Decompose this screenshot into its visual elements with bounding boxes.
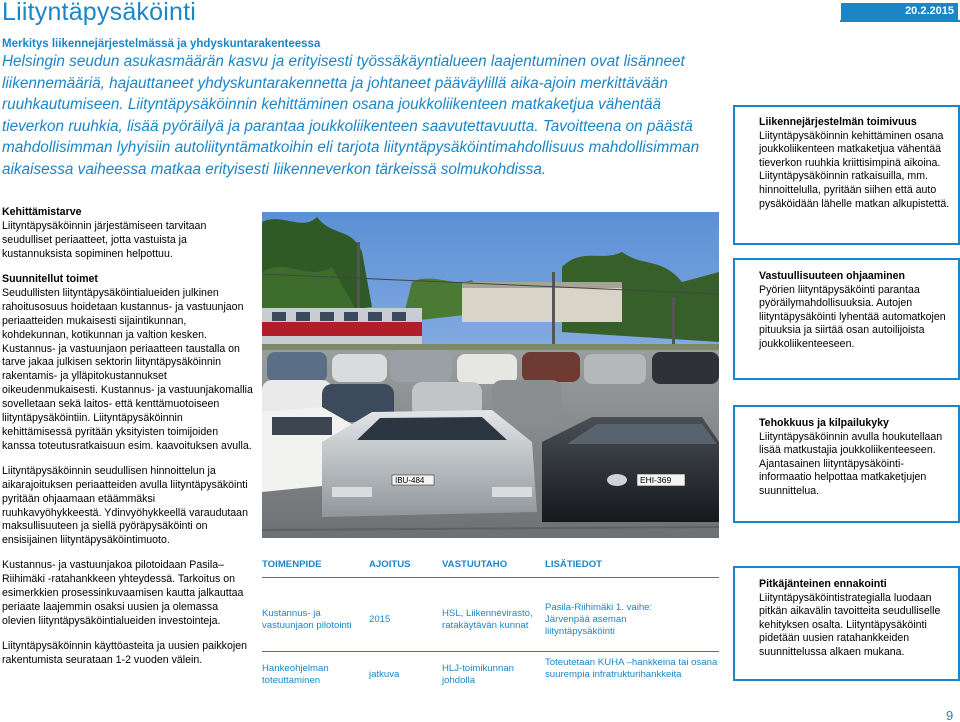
date-badge: 20.2.2015 — [841, 3, 958, 20]
benefit-content — [759, 417, 954, 499]
table-cell: HSL, Liikennevirasto, ratakäytävän kunnat — [442, 608, 533, 631]
development-text: Liityntäpysäköinnin järjestämiseen tarvitaan seudulliset periaatteet, jotta vastuista ja kustannuksista sopiminen helpottuu. — [2, 219, 207, 260]
table-divider — [262, 651, 719, 652]
box-border-left — [733, 260, 735, 378]
plate-left: IBU-484 — [395, 476, 425, 485]
table-header-cell: VASTUUTAHO — [442, 559, 508, 570]
recommended-paragraph: Seudullisten liityntäpysäköintialueiden julkinen rahoitusosuus hoidetaan kustannus- ja vastuunjaon periaatteiden mukaisesti sijaintikunnan, kohdekunnan, kotikunnan ja valtion kesken. Kustannus- ja vastuunjaon periaatteen taustalla on tarve jakaa julkisen sektorin liityntäpysäköinnin rakentamis- ja ylläpitokustannukset oikeudenmukaisesti. Kustannus- ja vastuunjakomallia sovelletaan sekä laitos- että kenttämuotoiseen liityntäpysäköintiin. Liityntäpysäköinnin kehittämisessä pyritään yksityisten toimijoiden kanssa toteutusratkaisuun esim. kaavoituksen avulla. — [2, 286, 253, 452]
table-cell: jatkuva — [369, 669, 400, 680]
table-header-cell: AJOITUS — [369, 559, 411, 570]
table-cell: Hankeohjelman toteuttaminen — [262, 663, 329, 686]
benefit-box-sustainability — [733, 258, 960, 380]
table-divider — [262, 577, 719, 578]
table-cell: 2015 — [369, 614, 391, 625]
table-cell: Pasila-Riihimäki 1. vaihe: Järvenpää aseman liityntäpysäköinti — [545, 602, 653, 637]
benefit-text: Liityntäpysäköintistrategialla luodaan pitkän aikavälin tavoitteita seudulliselle kehityksen osalta. Liityntäpysäköinti pidetään uusien ratahankkeiden suunnittelussa alkaen mukana. — [759, 591, 941, 658]
table-header-cell: LISÄTIEDOT — [545, 559, 603, 570]
section-subtitle: Merkitys liikennejärjestelmässä ja yhdyskuntarakenteessa — [2, 38, 321, 50]
date-underline — [840, 20, 960, 22]
benefit-heading: Liikennejärjestelmän toimivuus — [759, 116, 917, 128]
table-cell: Kustannus- ja vastuunjaon pilotointi — [262, 608, 352, 631]
page-title: Liityntäpysäköinti — [2, 0, 196, 26]
benefit-content — [759, 270, 954, 352]
benefit-heading: Vastuullisuuteen ohjaaminen — [759, 270, 905, 282]
lead-paragraph: Helsingin seudun asukasmäärän kasvu ja erityisesti työssäkäyntialueen laajentuminen ovat lisänneet liikennemääriä, hajauttaneet yhdyskuntarakennetta ja johtaneet pääväylillä aika-ajoin merkittävään ruuhkautumiseen. Liityntäpysäköinnin kehittäminen osana joukkoliikenteen matkaketjua vähentää tieverkon ruuhkia, lisää pyöräilyä ja parantaa joukkoliikenteen saavutettavuutta. Tavoitteena on päästä mahdollisimman lyhyisiin autoliityntämatkoihin eli tarjota liityntäpysäköintimahdollisuus mahdollisimman aikaisessa vaiheessa matkaa erityisesti liikenneverkon tärkeissä solmukohdissa. — [2, 53, 700, 178]
benefit-text: Liityntäpysäköinnin kehittäminen osana joukkoliikenteen matkaketjua vähentää tieverkon ruuhkia kriittisimpinä aikoina. Liityntäpysäköinnin ratkaisuilla, mm. hinnoittelulla, pyritään siihen että auto pysäköidään lähelle matkan alkupistettä. — [759, 129, 950, 210]
benefit-heading: Tehokkuus ja kilpailukyky — [759, 417, 889, 429]
table-header-cell: TOIMENPIDE — [262, 559, 322, 570]
development-section — [2, 206, 254, 262]
recommended-paragraph: Liityntäpysäköinnin käyttöasteita ja uusien paikkojen rakentumista seurataan 1-2 vuoden välein. — [2, 639, 247, 666]
plate-right: EHI-369 — [640, 475, 672, 485]
box-border-left — [733, 568, 735, 679]
table-cell: Toteutetaan KUHA –hankkeina tai osana suurempia infratrukturihankkeita — [545, 657, 718, 680]
table-cell: HLJ-toimikunnan johdolla — [442, 663, 514, 686]
benefit-box-foresight — [733, 566, 960, 681]
benefit-text: Liityntäpysäköinnin avulla houkutellaan lisää matkustajia joukkoliikenteeseen. Ajantasainen liityntäpysäköinti-informaatio helpottaa matkaketjujen suunnittelua. — [759, 430, 943, 497]
recommended-section — [2, 273, 254, 668]
benefit-heading: Pitkäjänteinen ennakointi — [759, 578, 887, 590]
benefit-content — [759, 578, 954, 660]
benefit-box-traffic — [733, 105, 960, 245]
development-heading: Kehittämistarve — [2, 206, 82, 218]
benefit-content — [759, 116, 954, 211]
box-border-left — [733, 407, 735, 521]
box-border-left — [733, 107, 735, 243]
recommended-heading: Suunnitellut toimet — [2, 273, 98, 285]
recommended-paragraph: Liityntäpysäköinnin seudullisen hinnoittelun ja aikarajoituksen periaatteiden avulla liityntäpysäköinti pyritään ohjaamaan etäämmäksi ruuhkavyöhykkeestä. Ydinvyöhykkeellä varaudutaan maksullisuuteen ja siellä pyöräpysäköinti on ensisijainen liityntäpysäköintimuoto. — [2, 464, 248, 547]
benefit-box-efficiency — [733, 405, 960, 523]
benefit-text: Pyörien liityntäpysäköinti parantaa pyöräilymahdollisuuksia. Autojen liityntäpysäköinti lyhentää automatkojen pituuksia ja siirtää osan autoilijoista joukkoliikenteeseen. — [759, 283, 946, 350]
page-number: 9 — [946, 708, 954, 722]
parking-photo — [262, 212, 719, 538]
recommended-paragraph: Kustannus- ja vastuunjakoa pilotoidaan Pasila–Riihimäki -ratahankkeen yhteydessä. Tarkoitus on esimerkkien prosessinkuvaamisen kautta jalkauttaa periaate laajemmin osaksi uusien ja olemassa olevien liityntäpysäköintialueiden investointeja. — [2, 559, 244, 627]
